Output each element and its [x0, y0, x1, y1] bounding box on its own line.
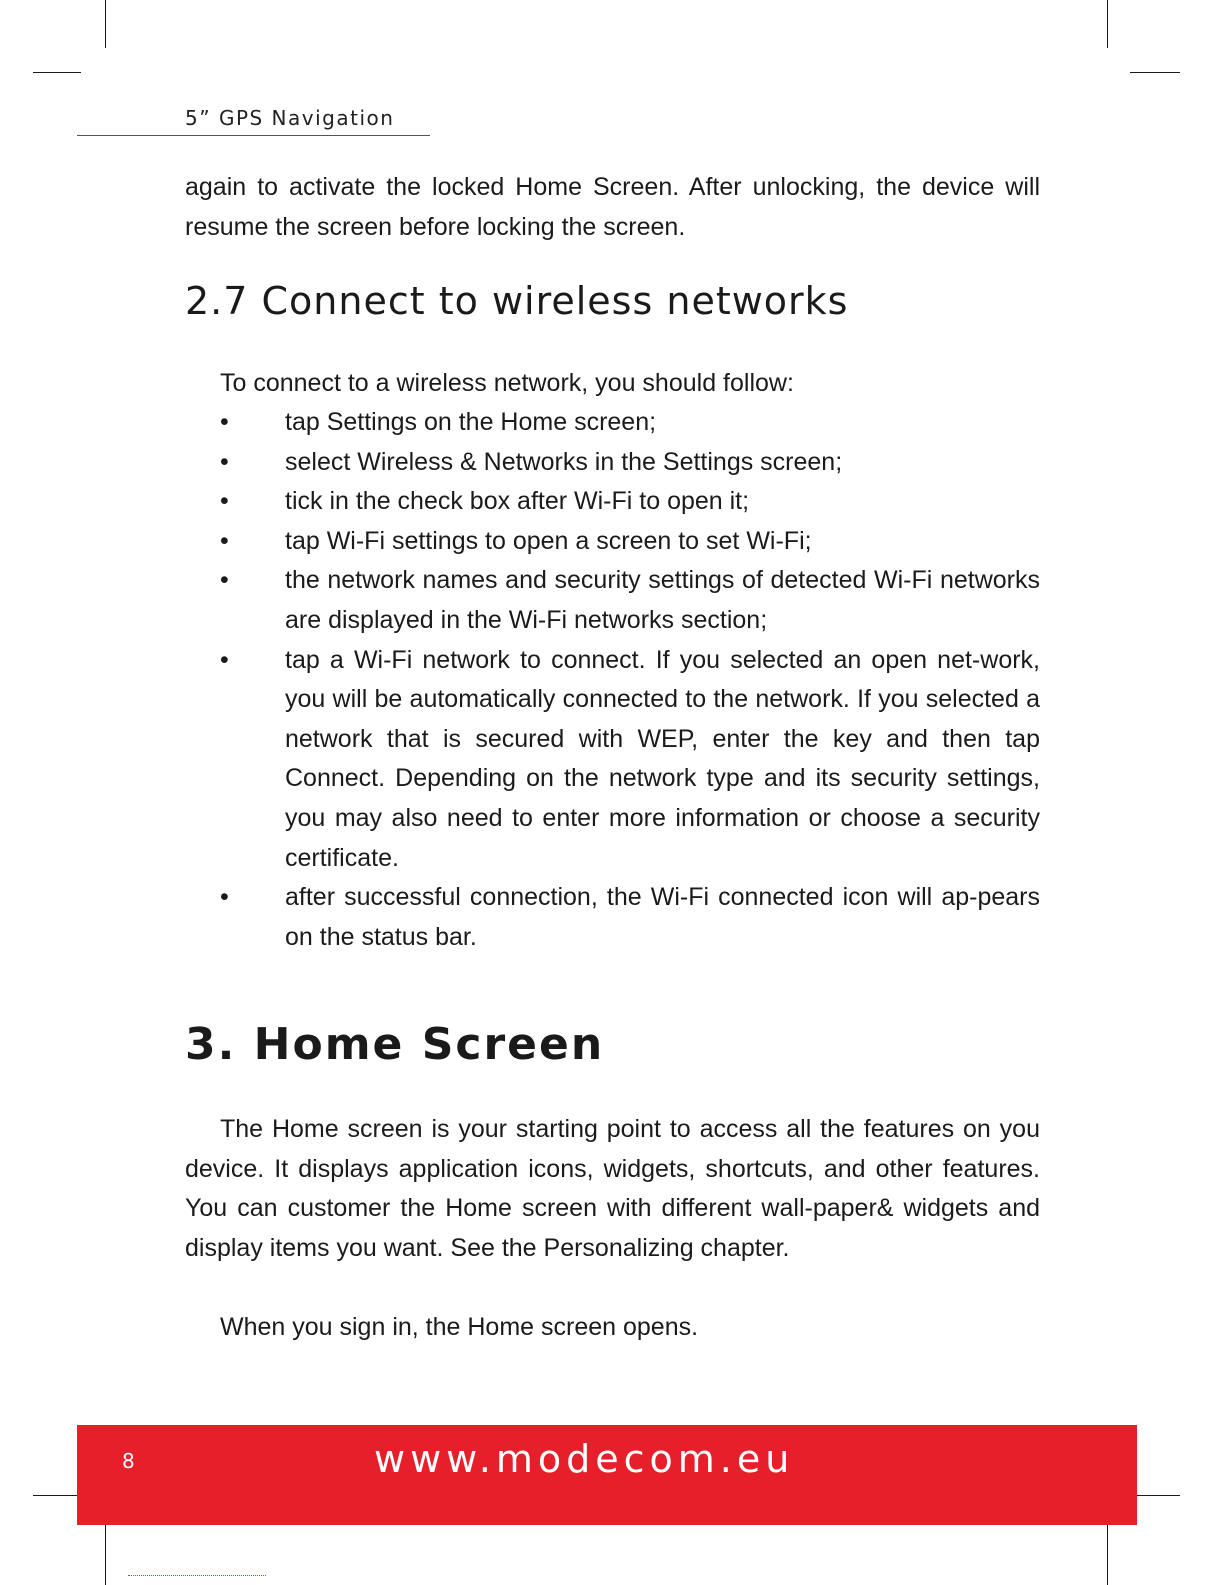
header-rule: [77, 135, 430, 136]
continuation-paragraph: again to activate the locked Home Screen. After unlocking, the device will resume the screen before locking the screen.: [185, 173, 1040, 241]
step-text: the network names and security settings of detected Wi-Fi networks are displayed in the Wi-Fi networks section;: [285, 566, 1040, 634]
crop-mark-bottom-left-horizontal: [33, 1495, 81, 1496]
steps-list: [185, 403, 1040, 957]
step-text: select Wireless & Networks in the Settings screen;: [285, 447, 843, 476]
section-intro: To connect to a wireless network, you should follow:: [220, 369, 794, 397]
crop-mark-top-right-vertical: [1107, 0, 1108, 48]
crop-mark-bottom-right-vertical: [1107, 1518, 1108, 1585]
step-text: tap a Wi-Fi network to connect. If you selected an open net-work, you will be automatically connected to the network. If you selected a network that is secured with WEP, enter the key and then tap Connect. Depending on the network type and its security settings, you may also need to enter more information or choose a security certificate.: [285, 645, 1040, 872]
list-item: [185, 522, 1040, 562]
chapter-paragraph-1: The Home screen is your starting point to access all the features on you device. It displays application icons, widgets, shortcuts, and other features. You can customer the Home screen with different wall-paper& widgets and display items you want. See the Personalizing chapter.: [185, 1115, 1040, 1262]
crop-mark-top-right-horizontal: [1130, 72, 1180, 73]
step-text: after successful connection, the Wi-Fi connected icon will ap-pears on the status bar.: [285, 883, 1040, 951]
running-header: 5” GPS Navigation: [185, 106, 395, 130]
list-item: [185, 641, 1040, 879]
bullet-icon: •: [220, 566, 229, 595]
chapter-heading: 3. Home Screen: [185, 1019, 605, 1070]
bullet-icon: •: [220, 883, 229, 912]
bullet-icon: •: [220, 487, 229, 516]
step-text: tap Wi-Fi settings to open a screen to set Wi-Fi;: [285, 526, 812, 555]
crop-mark-bottom-right-horizontal: [1130, 1495, 1180, 1496]
list-item: [185, 878, 1040, 957]
bullet-icon: •: [220, 526, 229, 555]
bullet-icon: •: [220, 408, 229, 436]
chapter-paragraph-2: When you sign in, the Home screen opens.: [220, 1313, 699, 1341]
section-heading: 2.7 Connect to wireless networks: [185, 279, 849, 323]
bottom-link-underline: [128, 1575, 266, 1577]
crop-mark-top-left-horizontal: [33, 72, 81, 73]
crop-mark-top-left-vertical: [105, 0, 106, 48]
list-item: [185, 403, 1040, 443]
list-item: [185, 561, 1040, 640]
bullet-icon: •: [220, 447, 229, 476]
bullet-icon: •: [220, 645, 229, 674]
list-item: [185, 443, 1040, 483]
step-text: tick in the check box after Wi-Fi to open it;: [285, 487, 750, 516]
list-item: [185, 482, 1040, 522]
page-number: 8: [122, 1449, 135, 1473]
footer-url-link[interactable]: www.modecom.eu: [374, 1437, 795, 1481]
step-text: tap Settings on the Home screen;: [285, 408, 657, 436]
crop-mark-bottom-left-vertical: [105, 1518, 106, 1585]
